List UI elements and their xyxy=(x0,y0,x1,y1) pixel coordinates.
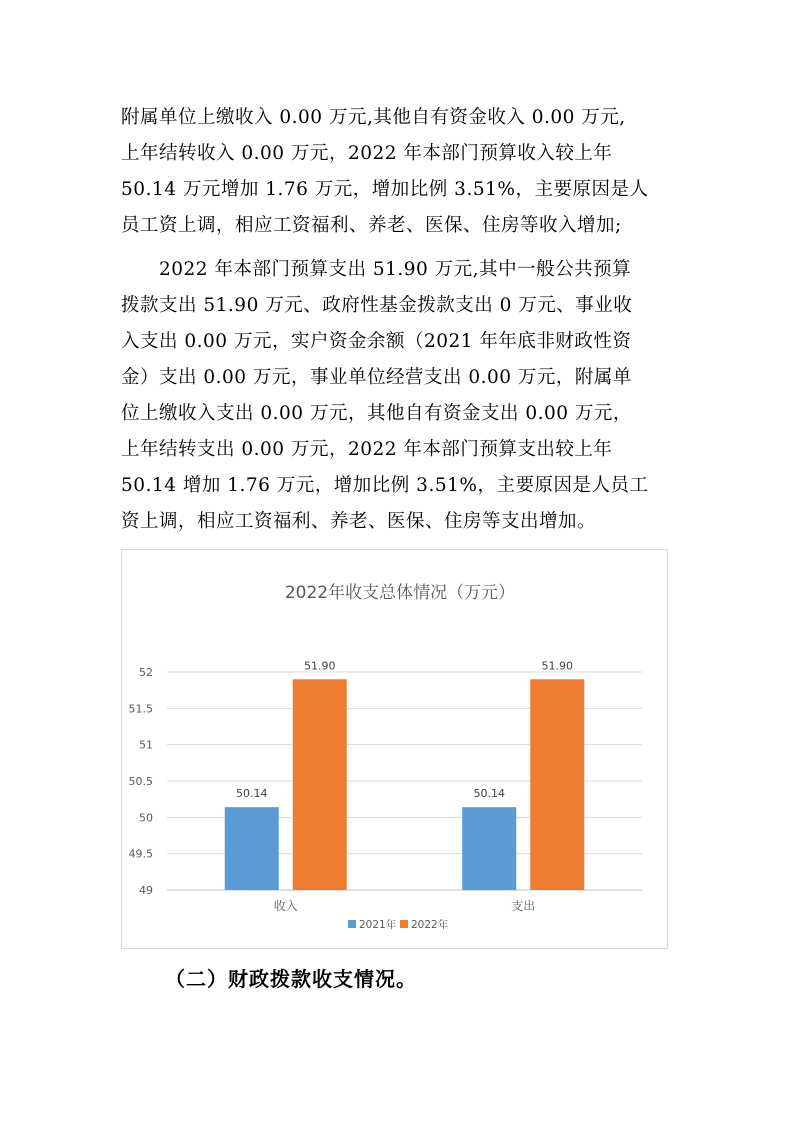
bar xyxy=(293,679,347,890)
bars xyxy=(225,679,585,890)
paragraph-line: 入支出 0.00 万元，实户资金余额（2021 年年底非财政性资 xyxy=(121,331,632,352)
y-tick-label: 51 xyxy=(139,738,153,752)
y-axis-ticks xyxy=(129,666,154,897)
x-category-label: 收入 xyxy=(273,899,298,913)
paragraph-line: 上年结转收入 0.00 万元，2022 年本部门预算收入较上年 xyxy=(121,143,613,164)
x-category-label: 支出 xyxy=(511,899,536,913)
paragraph-line: 附属单位上缴收入 0.00 万元,其他自有资金收入 0.00 万元, xyxy=(121,107,626,128)
paragraph-line: 50.14 增加 1.76 万元，增加比例 3.51%，主要原因是人员工 xyxy=(121,475,649,496)
y-tick-label: 49.5 xyxy=(128,847,153,861)
paragraph-line: 50.14 万元增加 1.76 万元，增加比例 3.51%，主要原因是人 xyxy=(121,179,649,200)
paragraph-line: 位上缴收入支出 0.00 万元，其他自有资金支出 0.00 万元， xyxy=(121,403,632,424)
data-labels xyxy=(236,659,573,800)
data-label: 50.14 xyxy=(236,787,268,801)
legend-swatch xyxy=(400,920,408,928)
chart-frame xyxy=(121,549,668,949)
section-heading: （二）财政拨款收支情况。 xyxy=(165,967,417,991)
bar-chart xyxy=(122,550,669,950)
bar xyxy=(530,679,584,890)
paragraph-line: 2022 年本部门预算支出 51.90 万元,其中一般公共预算 xyxy=(121,259,632,280)
legend xyxy=(348,918,449,931)
y-tick-label: 50 xyxy=(139,811,153,825)
legend-label: 2021年 xyxy=(359,919,397,931)
paragraph-budget-expenditure xyxy=(121,252,677,540)
data-label: 50.14 xyxy=(473,787,505,801)
paragraph-line: 金）支出 0.00 万元，事业单位经营支出 0.00 万元，附属单 xyxy=(121,367,632,388)
paragraph-line: 上年结转支出 0.00 万元，2022 年本部门预算支出较上年 xyxy=(121,439,613,460)
paragraph-budget-income xyxy=(121,100,677,244)
y-tick-label: 49 xyxy=(139,884,153,897)
y-tick-label: 50.5 xyxy=(128,775,153,788)
paragraph-line: 资上调，相应工资福利、养老、医保、住房等支出增加。 xyxy=(121,511,597,532)
data-label: 51.90 xyxy=(541,659,573,673)
bar xyxy=(225,807,279,890)
y-tick-label: 52 xyxy=(139,666,153,679)
legend-label: 2022年 xyxy=(411,919,449,931)
chart-title: 2022年收支总体情况（万元） xyxy=(284,583,516,603)
data-label: 51.90 xyxy=(304,659,336,673)
y-tick-label: 51.5 xyxy=(128,702,153,716)
legend-swatch xyxy=(348,920,356,928)
bar xyxy=(462,807,516,890)
x-axis-categories xyxy=(274,898,536,913)
paragraph-line: 员工资上调，相应工资福利、养老、医保、住房等收入增加; xyxy=(121,215,622,236)
paragraph-line: 拨款支出 51.90 万元、政府性基金拨款支出 0 万元、事业收 xyxy=(121,295,633,316)
